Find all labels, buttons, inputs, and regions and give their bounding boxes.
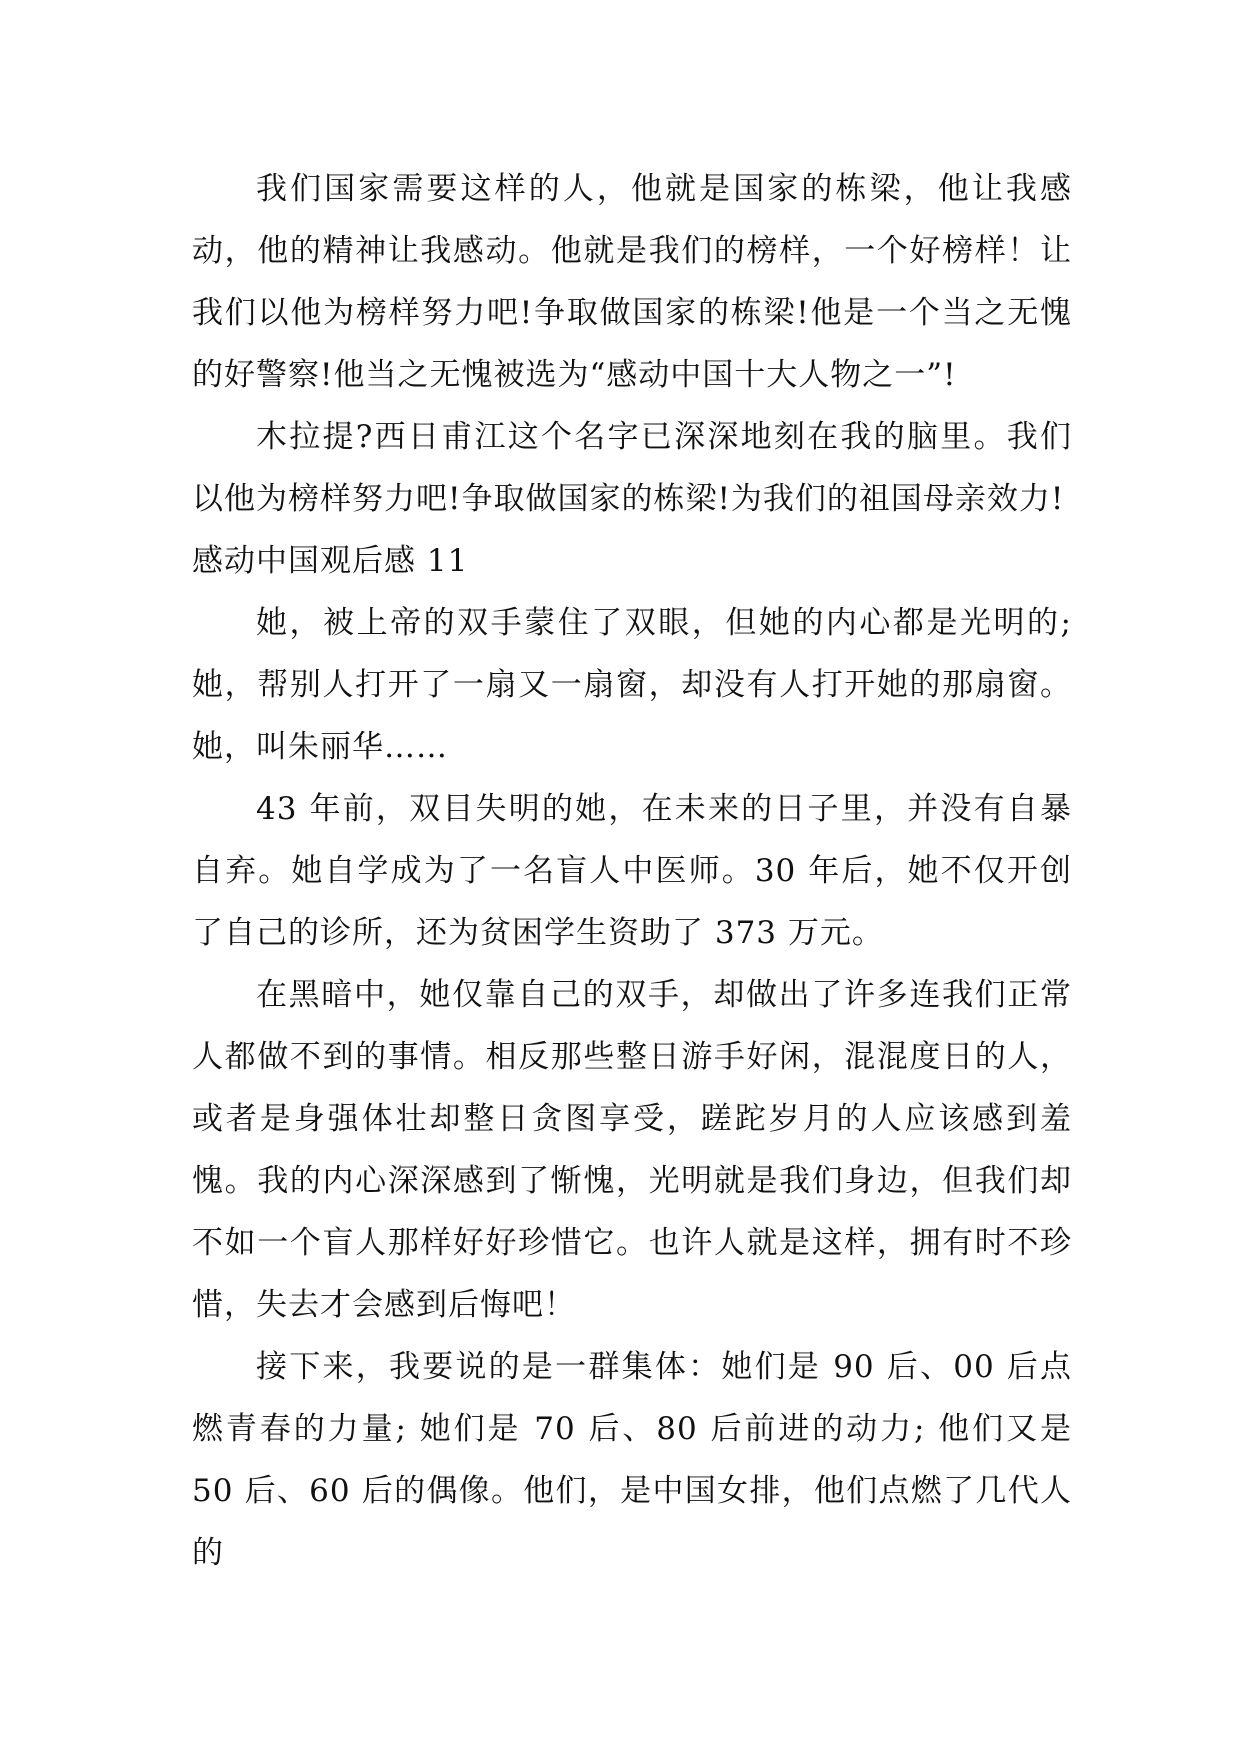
paragraph: 我们国家需要这样的人，他就是国家的栋梁，他让我感动，他的精神让我感动。他就是我们的榜样，一个好榜样！让我们以他为榜样努力吧!争取做国家的栋梁!他是一个当之无愧的好警察!他当之无愧被选为“感动中国十大人物之一”!	[192, 171, 1072, 393]
paragraph: 她，被上帝的双手蒙住了双眼，但她的内心都是光明的;她，帮别人打开了一扇又一扇窗，却没有人打开她的那扇窗。她，叫朱丽华……	[192, 605, 1072, 765]
document-page	[192, 158, 1072, 1584]
section-heading: 感动中国观后感 11	[192, 543, 469, 579]
paragraph: 接下来，我要说的是一群集体：她们是 90 后、00 后点燃青春的力量; 她们是 70 后、80 后前进的动力; 他们又是 50 后、60 后的偶像。他们，是中国女排，他们点燃了几代人的	[192, 1349, 1072, 1571]
paragraph: 43 年前，双目失明的她，在未来的日子里，并没有自暴自弃。她自学成为了一名盲人中医师。30 年后，她不仅开创了自己的诊所，还为贫困学生资助了 373 万元。	[192, 791, 1072, 951]
paragraph: 木拉提?西日甫江这个名字已深深地刻在我的脑里。我们以他为榜样努力吧!争取做国家的栋梁!为我们的祖国母亲效力!	[192, 419, 1072, 517]
paragraph: 在黑暗中，她仅靠自己的双手，却做出了许多连我们正常人都做不到的事情。相反那些整日游手好闲，混混度日的人，或者是身强体壮却整日贪图享受，蹉跎岁月的人应该感到羞愧。我的内心深深感到了惭愧，光明就是我们身边，但我们却不如一个盲人那样好好珍惜它。也许人就是这样，拥有时不珍惜，失去才会感到后悔吧！	[192, 977, 1072, 1323]
